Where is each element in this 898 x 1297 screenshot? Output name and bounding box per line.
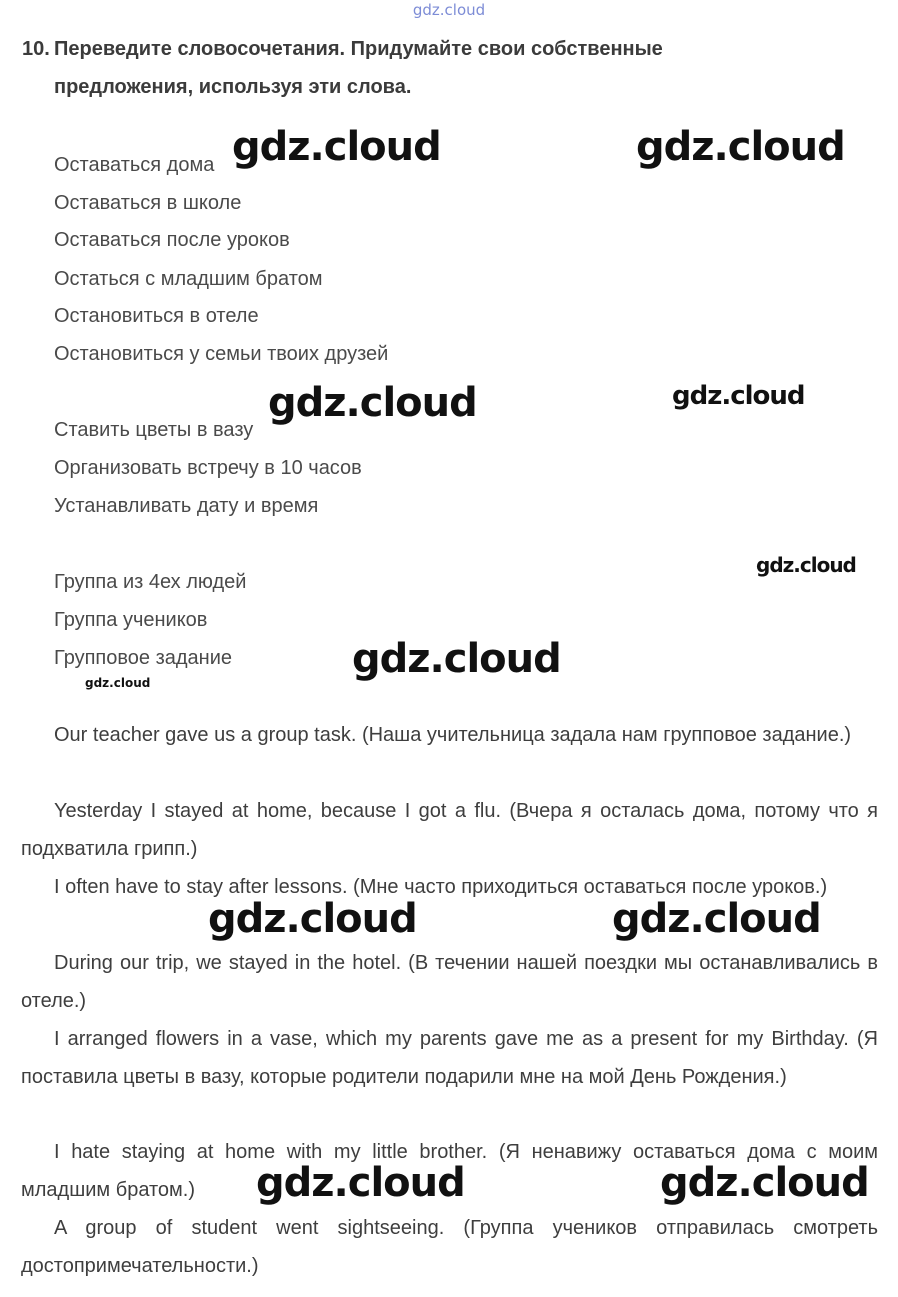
example-sentence: A group of student went sightseeing. (Группа учеников отправилась смотреть достопримечательности.)	[21, 1217, 878, 1277]
example-sentence: Yesterday I stayed at home, because I got a flu. (Вчера я осталась дома, потому что я подхватила грипп.)	[21, 800, 878, 860]
example-sentence: Our teacher gave us a group task. (Наша учительница задала нам групповое задание.)	[54, 724, 852, 746]
phrase-item: Группа из 4ех людей	[54, 571, 247, 593]
watermark: gdz.cloud	[232, 124, 441, 170]
watermark: gdz.cloud	[672, 381, 805, 411]
watermark: gdz.cloud	[612, 896, 821, 942]
example-sentence: During our trip, we stayed in the hotel. (В течении нашей поездки мы останавливались в отеле.)	[21, 952, 878, 1012]
phrase-item: Группа учеников	[54, 609, 208, 631]
task-number: 10.	[22, 38, 50, 60]
phrase-item: Оставаться в школе	[54, 192, 242, 214]
phrase-item: Организовать встречу в 10 часов	[54, 457, 362, 479]
phrase-item: Остаться с младшим братом	[54, 268, 323, 290]
phrase-item: Устанавливать дату и время	[54, 495, 319, 517]
example-sentence: I arranged flowers in a vase, which my parents gave me as a present for my Birthday. (Я поставила цветы в вазу, которые родители подарили мне на мой День Рождения.)	[21, 1028, 878, 1088]
phrase-item: Остановиться у семьи твоих друзей	[54, 343, 389, 365]
example-sentence: I hate staying at home with my little brother. (Я ненавижу оставаться дома с моим младшим братом.)	[21, 1141, 878, 1201]
watermark: gdz.cloud	[660, 1160, 869, 1206]
watermark: gdz.cloud	[256, 1160, 465, 1206]
top-watermark: gdz.cloud	[412, 1, 486, 19]
phrase-item: Оставаться после уроков	[54, 229, 290, 251]
watermark: gdz.cloud	[268, 380, 477, 426]
phrase-item: Ставить цветы в вазу	[54, 419, 254, 441]
watermark: gdz.cloud	[352, 636, 561, 682]
task-instruction-line-2: предложения, используя эти слова.	[54, 76, 412, 98]
phrase-item: Оставаться дома	[54, 154, 215, 176]
watermark: gdz.cloud	[756, 553, 856, 577]
watermark: gdz.cloud	[636, 124, 845, 170]
task-instruction-line-1: Переведите словосочетания. Придумайте свои собственные	[54, 38, 663, 60]
phrase-item: Групповое задание	[54, 647, 233, 669]
phrase-item: Остановиться в отеле	[54, 305, 259, 327]
watermark: gdz.cloud	[85, 676, 151, 690]
example-sentence: I often have to stay after lessons. (Мне часто приходиться оставаться после уроков.)	[54, 876, 828, 898]
watermark: gdz.cloud	[208, 896, 417, 942]
